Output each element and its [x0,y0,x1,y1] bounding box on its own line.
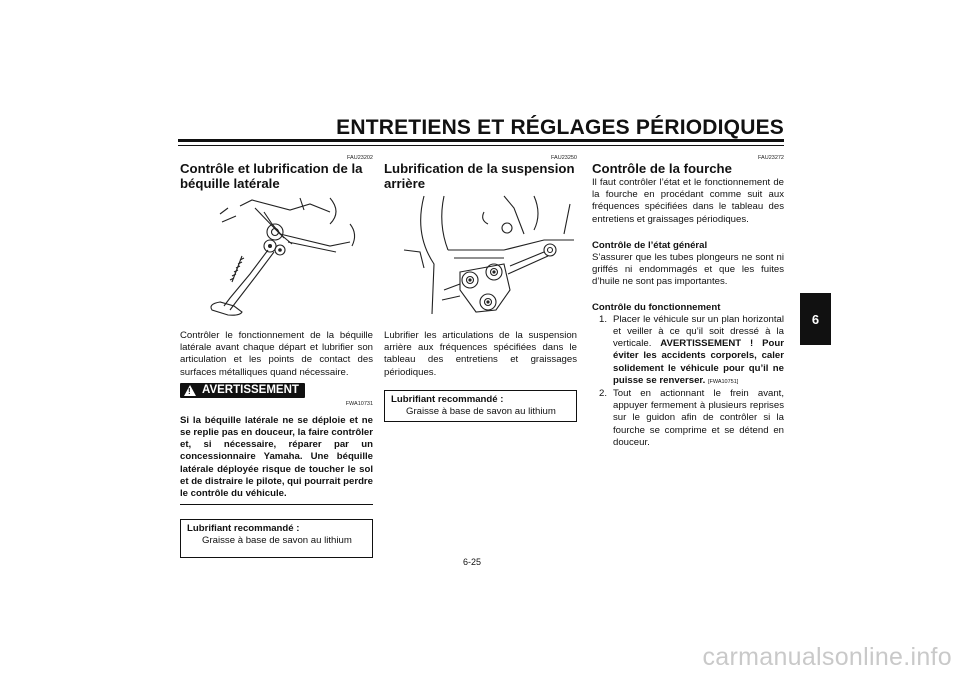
step-warning: AVERTISSEMENT ! Pour éviter les accidents corporels, caler solidement le véhicule pour qu’il ne puisse se renverser. [613,338,784,386]
warning-code: FWA10731 [345,400,373,407]
section-code: FAU23250 [551,155,577,161]
chapter-tab: 6 [800,293,831,345]
header-rule-thick [178,139,784,142]
column-rear-suspension [384,155,577,422]
section-title: Contrôle de la fourche [592,161,732,176]
page-number: 6-25 [463,557,482,567]
subheading-operation: Contrôle du fonctionnement [592,301,721,313]
general-check-text: S’assurer que les tubes plongeurs ne sont ni griffés ni endommagés et que les fuites d’huile ne sont pas importantes. [592,252,784,288]
header-rule-thin [178,145,784,146]
warning-badge [180,383,305,398]
page-title: ENTRETIENS ET RÉGLAGES PÉRIODIQUES [336,116,784,139]
section-code: FAU23202 [347,155,373,161]
lubricant-title: Lubrifiant recommandé : [391,393,504,405]
fork-paragraph: Il faut contrôler l’état et le fonctionnement de la fourche en procédant comme suit aux fréquences spécifiées dans le tableau des entretiens et graissages périodiques. [592,177,784,225]
lubricant-value: Graisse à base de savon au lithium [202,535,352,547]
step-warning-code: [FWA10751] [707,378,739,385]
column-fork [592,155,784,449]
warning-triangle-icon: ! [184,385,196,396]
rear-suspension-illustration [384,194,577,318]
section-code: FAU23272 [758,155,784,161]
sidestand-illustration [180,194,373,318]
sidestand-paragraph: Contrôler le fonctionnement de la béquille latérale avant chaque départ et lubrifier son articulation et les points de contact des surfaces métalliques quand nécessaire. [180,330,373,378]
watermark: carmanualsonline.info [702,643,952,671]
step-2 [592,388,784,449]
lubricant-value: Graisse à base de savon au lithium [406,405,556,417]
rear-suspension-paragraph: Lubrifier les articulations de la suspension arrière aux fréquences spécifiées dans le tableau des entretiens et graissages périodiques. [384,330,577,378]
subheading-general: Contrôle de l’état général [592,239,708,251]
lubricant-title: Lubrifiant recommandé : [187,523,300,535]
lubricant-box [180,519,373,558]
step-text: Placer le véhicule sur un plan horizontal et veiller à ce qu’il soit dressé à la verticale. [613,313,784,350]
step-number: 1. [599,313,608,325]
step-text: Tout en actionnant le frein avant, appuyer fermement à plusieurs reprises sur le guidon afin de contrôler si la fourche se comprime et se détend en douceur. [613,388,784,448]
column-sidestand [180,155,373,558]
lubricant-box [384,390,577,422]
warning-text: Si la béquille latérale ne se déploie et ne se replie pas en douceur, la faire contrôler et, si nécessaire, réparer par un concessionnaire Yamaha. Une béquille latérale déployée risque de toucher le sol et de distraire le pilote, qui pourrait perdre le contrôle du véhicule. [180,414,373,500]
step-1 [592,314,784,388]
step-number: 2. [599,388,608,400]
section-title: Lubrification de la suspension arrière [384,161,575,191]
section-title: Contrôle et lubrification de la béquille latérale [180,161,363,191]
warning-rule [180,504,373,505]
warning-label: AVERTISSEMENT [202,384,299,397]
